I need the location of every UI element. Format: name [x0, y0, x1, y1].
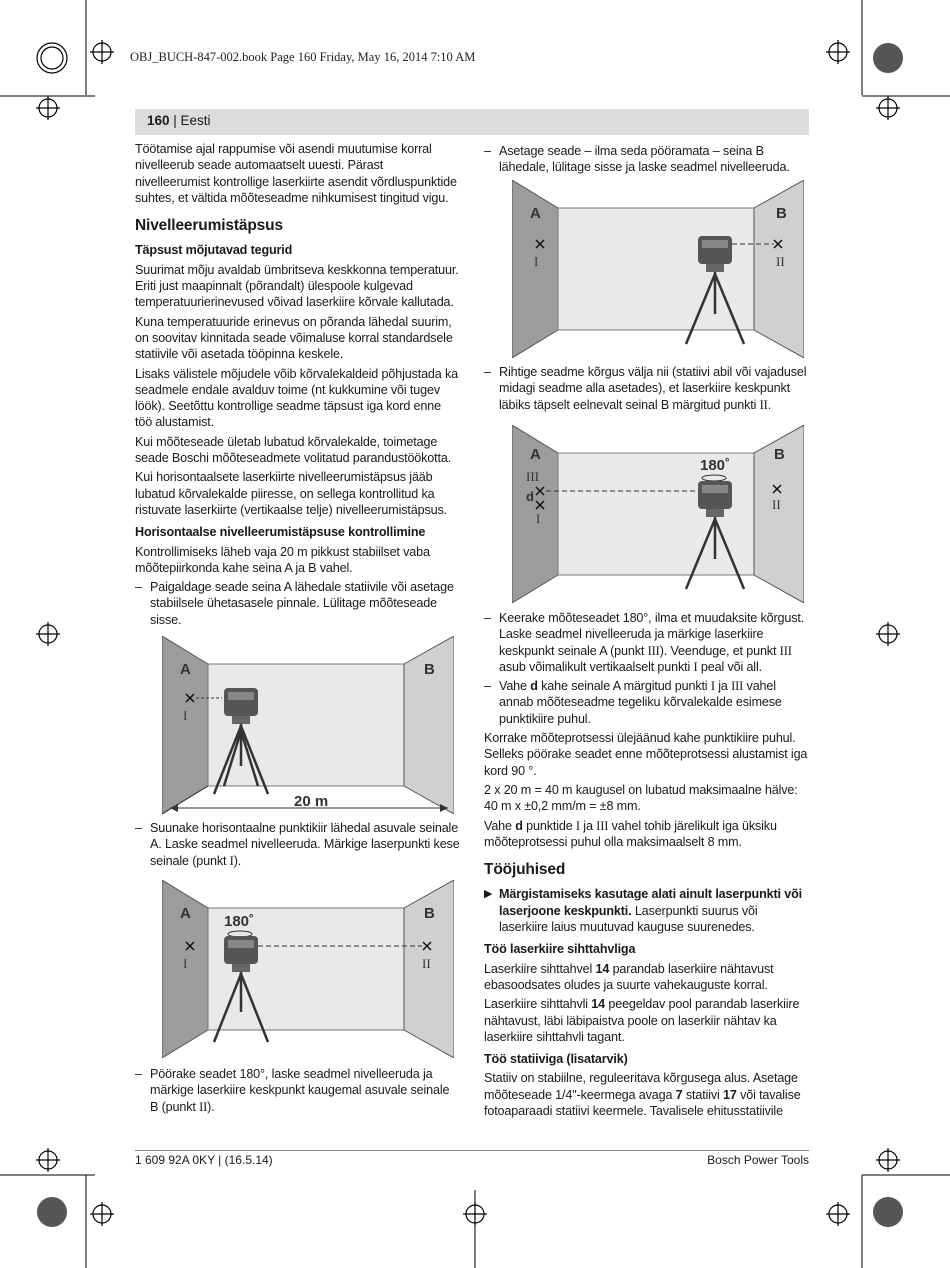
paragraph-measuring-distance: Kontrollimiseks läheb vaja 20 m pikkust stabiilset vaba mõõtepiirkonda kahe seina A ja B vahel.	[135, 544, 430, 575]
triangle-bullet-icon: ▶	[484, 888, 493, 901]
right-column-2	[484, 364, 809, 416]
page-header	[147, 113, 211, 128]
right-column-3	[484, 610, 809, 1122]
paragraph-max-deviation: 2 x 20 m = 40 m kaugusel on lubatud maksimaalne hälve: 40 m x ±0,2 mm/m = ±8 mm.	[484, 782, 798, 814]
list-item: – Keerake mõõteseadet 180°, ilma et muudaksite kõrgust. Laske seadmel nivelleeruda ja märkige laserkiire keskpunkt seinale A (punkt III). Veenduge, et punkt III asub võimalikult vertikaalselt punkti I peal või all.	[484, 611, 805, 674]
heading-horizontal-check: Horisontaalse nivelleerumistäpsuse kontrollimine	[135, 525, 426, 540]
header-separator: |	[169, 113, 181, 128]
left-column	[135, 141, 460, 631]
heading-tripod: Töö statiiviga (lisatarvik)	[484, 1052, 628, 1067]
left-column-end	[135, 1066, 460, 1118]
list-item: – Vahe d kahe seinale A märgitud punkti I ja III vahel annab mõõteseadme tegeliku kõrvalekalde esimese punktikiire puhul.	[484, 679, 782, 726]
figure-rotate-to-wall-b	[162, 880, 454, 1058]
right-column	[484, 143, 809, 179]
page-number: 160	[147, 113, 170, 128]
paragraph-impacts: Lisaks välistele mõjudele võib kõrvalekaldeid põhjustada ka seadmele endale avalduv toime (nt kukkumine või tugev löök). Seetõttu kontrollige seadme täpsust iga kord enne töö alustamist.	[135, 366, 458, 430]
point-iii-label: III	[526, 469, 539, 484]
wall-a-label: A	[530, 205, 541, 222]
footer-divider	[135, 1150, 809, 1151]
point-i-label: I	[534, 254, 539, 269]
intro-paragraph: Töötamise ajal rappumise või asendi muutumise korral nivelleerub seade automaatselt uuesti. Pärast nivelleerumist kontrollige laserkiirte asendit võrdluspunktide suhtes, et vältida mõõteseadme nihkumisest tingitud vigu.	[135, 142, 457, 205]
wall-a-label: A	[530, 446, 541, 463]
list-item: – Pöörake seadet 180°, laske seadmel nivelleeruda ja märkige laserkiire keskpunkt kaugemal asuvale seinale B (punkt II).	[135, 1067, 450, 1114]
point-i-label: I	[183, 956, 188, 971]
figure-setup-wall-a	[162, 636, 454, 814]
point-i-label: I	[183, 708, 188, 723]
footer-brand: Bosch Power Tools	[707, 1153, 809, 1167]
paragraph-service: Kui mõõteseade ületab lubatud kõrvalekalde, toimetage seade Boschi mõõteseadmete volitatud parandustöökotta.	[135, 434, 452, 466]
file-header: OBJ_BUCH-847-002.book Page 160 Friday, May 16, 2014 7:10 AM	[130, 50, 476, 64]
paragraph-target-plate-1: Laserkiire sihttahvel 14 parandab laserkiire nähtavust ebasoodsates oludes ja suurte vahekauguste korral.	[484, 961, 774, 992]
page-header-band	[135, 109, 809, 135]
heading-target-plate: Töö laserkiire sihttahvliga	[484, 942, 636, 957]
paragraph-temperature: Suurimat mõju avaldab ümbritseva keskkonna temperatuur. Eriti just maapinnalt (põrandalt) ülespoole kulgevad temperatuurierinevused võivad laserkiire kõrvale kallutada.	[135, 262, 459, 310]
rotation-label: 180˚	[700, 457, 731, 474]
tip-item: ▶ Märgistamiseks kasutage alati ainult laserpunkti või laserjoone keskpunkti. Laserpunkti suurus või laserkiire laius muutuvad kauguse suurenedes.	[484, 887, 802, 935]
list-item: – Paigaldage seade seina A lähedale statiivile või asetage stabiilsele ühetasasele pinnale. Lülitage mõõteseade sisse.	[135, 580, 454, 627]
wall-b-label: B	[774, 446, 785, 463]
point-i-label: I	[536, 511, 541, 526]
paragraph-tripod-use: Statiiv on stabiilne, reguleeritava kõrgusega alus. Asetage mõõteseade 1/4"-keermega avaga 7 statiivi 17 või tavalise fotoaparaadi statiivi keermele. Tavalisele ehitusstatiivile	[484, 1071, 801, 1119]
wall-a-label: A	[180, 905, 191, 922]
wall-b-label: B	[424, 661, 435, 678]
left-column-continued	[135, 820, 460, 872]
list-item: – Suunake horisontaalne punktikiir lähedal asuvale seinale A. Laske seadmel nivelleeruda. Märkige laserpunkti kese seinale (punkt I).	[135, 821, 460, 868]
figure-device-near-wall-b	[512, 180, 804, 358]
paragraph-difference: Vahe d punktide I ja III vahel tohib järelikult iga üksiku mõõteprotsessi puhul olla maksimaalselt 8 mm.	[484, 818, 777, 849]
point-ii-label: II	[776, 254, 785, 269]
offset-label: d	[526, 489, 534, 504]
paragraph-target-plate-2: Laserkiire sihttahvli 14 peegeldav pool parandab laserkiire nähtavust, läbi läbipaistva poole on laserkiir nähtav ka laserkiire sihttahvli tagant.	[484, 997, 800, 1044]
footer-document-id: 1 609 92A 0KY | (16.5.14)	[135, 1153, 273, 1167]
list-item: – Asetage seade – ilma seda pööramata – seina B lähedale, lülitage sisse ja laske seadmel nivelleeruda.	[484, 144, 790, 175]
paragraph-cross-lines: Kui horisontaalsete laserkiirte nivelleerumistäpsus jääb lubatud kõrvalekalde piiresse, on sellega kontrollitud ka ristuvate laserkiirte (vertikaalse telje) nivelleerumistäpsus.	[135, 470, 447, 517]
header-language: Eesti	[180, 113, 211, 128]
paragraph-repeat: Korrake mõõteprotsessi ülejäänud kahe punktikiire puhul. Selleks pöörake seadet enne mõõteprotsessi alustamist iga kord 90 °.	[484, 731, 808, 778]
wall-a-label: A	[180, 661, 191, 678]
point-ii-label: II	[422, 956, 431, 971]
wall-b-label: B	[424, 905, 435, 922]
figure-rotate-mark-wall-a	[512, 425, 804, 603]
wall-b-label: B	[776, 205, 787, 222]
rotation-label: 180˚	[224, 913, 255, 930]
distance-label: 20 m	[294, 793, 329, 810]
list-item: – Rihtige seadme kõrgus välja nii (statiivi abil või vajadusel midagi seadme alla asetades), et laserkiire keskpunkt läbiks täpselt eelnevalt seinal B märgitud punkti II.	[484, 365, 807, 412]
point-ii-label: II	[772, 497, 781, 512]
heading-leveling-accuracy: Nivelleerumistäpsus	[135, 217, 283, 235]
heading-work-instructions: Tööjuhised	[484, 861, 566, 879]
heading-accuracy-factors: Täpsust mõjutavad tegurid	[135, 243, 293, 258]
paragraph-tripod: Kuna temperatuuride erinevus on põranda lähedal suurim, on soovitav kinnitada seade võimaluse korral standardsele statiivile või asetada tööpinna keskele.	[135, 314, 453, 362]
